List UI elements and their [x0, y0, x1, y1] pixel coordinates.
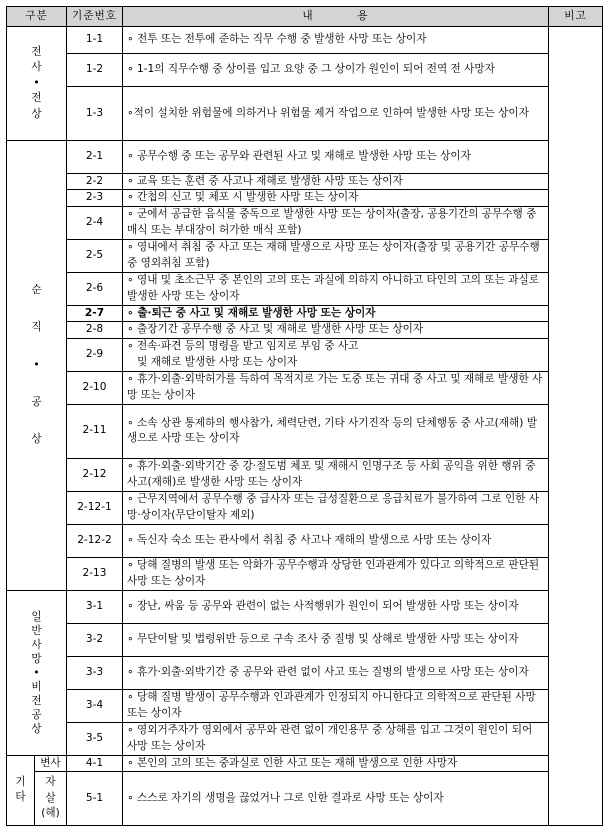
content-cell: ∘ 영외거주자가 영외에서 공무와 관련 없이 개인용무 중 상해를 입고 그것이 원인이 되어 사망 또는 상이자	[123, 722, 549, 755]
table-row	[7, 491, 603, 524]
content-cell: ∘ 근무지역에서 공무수행 중 급사자 또는 급성질환으로 응급치료가 불가하여 그로 인한 사망·상이자(무단이탈자 제외)	[123, 491, 549, 524]
code-cell: 1-1	[67, 27, 123, 54]
table-row	[7, 656, 603, 689]
table-row	[7, 174, 603, 190]
table-row	[7, 689, 603, 722]
content-cell: ∘ 영내 및 초소근무 중 본인의 고의 또는 과실에 의하지 아니하고 타인의 고의 또는 과실로 발생한 사망 또는 상이자	[123, 272, 549, 305]
table-row	[7, 141, 603, 174]
code-cell: 3-5	[67, 722, 123, 755]
code-cell: 4-1	[67, 755, 123, 771]
table-row	[7, 557, 603, 590]
category-general: 일 반 사 망 • 비 전 공 상	[7, 590, 67, 755]
table-row	[7, 404, 603, 458]
category-other: 기 타	[7, 755, 35, 825]
table-row	[7, 322, 603, 338]
header-content: 내 용	[123, 7, 549, 27]
content-cell: ∘ 군에서 공급한 음식물 중독으로 발생한 사망 또는 상이자(출장, 공용기간의 공무수행 중 매식 또는 부대장이 허가한 매식 포함)	[123, 206, 549, 239]
content-cell: ∘ 출·퇴근 중 사고 및 재해로 발생한 사망 또는 상이자	[123, 305, 549, 321]
content-cell: ∘ 전투 또는 전투에 준하는 직무 수행 중 발생한 사망 또는 상이자	[123, 27, 549, 54]
content-cell: ∘ 휴가·외출·외박허가를 득하여 목적지로 가는 도중 또는 귀대 중 사고 및 재해로 발생한 사망 또는 상이자	[123, 371, 549, 404]
table-row	[7, 458, 603, 491]
header-code: 기준번호	[67, 7, 123, 27]
header-category: 구분	[7, 7, 67, 27]
code-cell: 3-3	[67, 656, 123, 689]
content-cell: ∘ 출장기간 공무수행 중 사고 및 재해로 발생한 사망 또는 상이자	[123, 322, 549, 338]
content-cell: ∘ 교육 또는 훈련 중 사고나 재해로 발생한 사망 또는 상이자	[123, 174, 549, 190]
code-cell: 2-13	[67, 557, 123, 590]
content-cell: ∘ 당해 질병 발생이 공무수행과 인과관계가 인정되지 아니한다고 의학적으로 판단된 사망 또는 상이자	[123, 689, 549, 722]
code-cell: 2-9	[67, 338, 123, 371]
category-duty: 순 직 • 공 상	[7, 141, 67, 591]
table-row	[7, 338, 603, 371]
table-row	[7, 524, 603, 557]
table-row-highlight	[7, 305, 603, 321]
table-row	[7, 722, 603, 755]
subcategory-unnatural-death: 변사	[35, 755, 67, 771]
content-cell: ∘ 전속·파견 등의 명령을 받고 임지로 부임 중 사고 및 재해로 발생한 사망 또는 상이자	[123, 338, 549, 371]
content-cell: ∘ 간첩의 신고 및 체포 시 발생한 사망 또는 상이자	[123, 190, 549, 206]
content-cell: ∘ 휴가·외출·외박기간 중 강·절도범 체포 및 재해시 인명구조 등 사회 공익을 위한 행위 중 사고(재해)로 발생한 사망 또는 상이자	[123, 458, 549, 491]
code-cell: 2-8	[67, 322, 123, 338]
content-cell: ∘ 본인의 고의 또는 중과실로 인한 사고 또는 재해 발생으로 인한 사망자	[123, 755, 549, 771]
code-cell: 1-3	[67, 87, 123, 141]
code-cell: 2-11	[67, 404, 123, 458]
code-cell: 2-10	[67, 371, 123, 404]
code-cell: 3-2	[67, 623, 123, 656]
table-row	[7, 772, 603, 826]
table-row	[7, 590, 603, 623]
code-cell: 2-1	[67, 141, 123, 174]
code-cell: 2-4	[67, 206, 123, 239]
content-cell: ∘ 1-1의 직무수행 중 상이를 입고 요양 중 그 상이가 원인이 되어 전역 전 사망자	[123, 54, 549, 87]
category-war: 전 사 • 전 상	[7, 27, 67, 141]
content-cell: ∘ 영내에서 취침 중 사고 또는 재해 발생으로 사망 또는 상이자(출장 및 공용기간 공무수행 중 영외취침 포함)	[123, 239, 549, 272]
table-row	[7, 755, 603, 771]
content-cell: ∘ 공무수행 중 또는 공무와 관련된 사고 및 재해로 발생한 사망 또는 상이자	[123, 141, 549, 174]
code-cell: 1-2	[67, 54, 123, 87]
table-row	[7, 27, 603, 54]
code-cell: 3-1	[67, 590, 123, 623]
table-row	[7, 54, 603, 87]
classification-table	[6, 6, 603, 826]
code-cell: 2-5	[67, 239, 123, 272]
table-row	[7, 87, 603, 141]
header-remarks: 비고	[549, 7, 603, 27]
remarks-cell	[549, 27, 603, 826]
table-row	[7, 272, 603, 305]
table-row	[7, 190, 603, 206]
subcategory-suicide: 자 살 (해)	[35, 772, 67, 826]
table-row	[7, 623, 603, 656]
code-cell: 2-7	[67, 305, 123, 321]
table-row	[7, 371, 603, 404]
content-cell: ∘ 당해 질병의 발생 또는 악화가 공무수행과 상당한 인과관계가 있다고 의학적으로 판단된 사망 또는 상이자	[123, 557, 549, 590]
code-cell: 2-12-1	[67, 491, 123, 524]
content-cell: ∘ 소속 상관 통제하의 행사참가, 체력단련, 기타 사기진작 등의 단체행동 중 사고(재해) 발생으로 사망 또는 상이자	[123, 404, 549, 458]
content-cell: ∘ 독신자 숙소 또는 관사에서 취침 중 사고나 재해의 발생으로 사망 또는 상이자	[123, 524, 549, 557]
content-cell: ∘ 휴가·외출·외박기간 중 공무와 관련 없이 사고 또는 질병의 발생으로 사망 또는 상이자	[123, 656, 549, 689]
content-cell: ∘적이 설치한 위험물에 의하거나 위험물 제거 작업으로 인하여 발생한 사망 또는 상이자	[123, 87, 549, 141]
table-row	[7, 239, 603, 272]
code-cell: 3-4	[67, 689, 123, 722]
content-cell: ∘ 무단이탈 및 법령위반 등으로 구속 조사 중 질병 및 상해로 발생한 사망 또는 상이자	[123, 623, 549, 656]
code-cell: 5-1	[67, 772, 123, 826]
code-cell: 2-3	[67, 190, 123, 206]
table-row	[7, 206, 603, 239]
code-cell: 2-12	[67, 458, 123, 491]
content-cell: ∘ 장난, 싸움 등 공무와 관련이 없는 사적행위가 원인이 되어 발생한 사망 또는 상이자	[123, 590, 549, 623]
code-cell: 2-2	[67, 174, 123, 190]
code-cell: 2-6	[67, 272, 123, 305]
content-cell: ∘ 스스로 자기의 생명을 끊었거나 그로 인한 결과로 사망 또는 상이자	[123, 772, 549, 826]
header-row	[7, 7, 603, 27]
code-cell: 2-12-2	[67, 524, 123, 557]
